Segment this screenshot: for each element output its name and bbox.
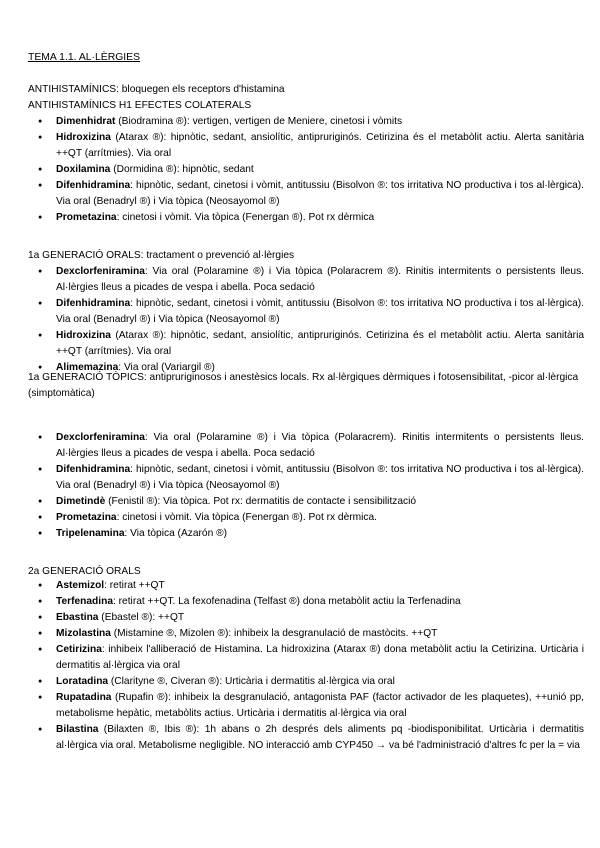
drug-name: Difenhidramina <box>56 180 131 191</box>
drug-name: Dexclorfeniramina <box>56 266 145 277</box>
antihistamines-h1-heading: ANTIHISTAMÍNICS H1 EFECTES COLATERALS <box>28 100 252 111</box>
list-item: ● Difenhidramina: hipnòtic, sedant, cinetosi i vòmit, antitussiu (Bisolvon ®: tos irritativa NO productiva i tos al·lèrgica). Via oral (Benadryl ®) i Via tòpica (Neosayomol ®) <box>28 296 584 328</box>
list-item: ● Dimetindè (Fenistil ®): Via tòpica. Pot rx: dermatitis de contacte i sensibilització <box>28 494 584 510</box>
list-item: ● Dexclorfeniramina: Via oral (Polaramine ®) i Via tòpica (Polaracrem ®). Rinitis intermitents o persistents lleus. Al·lèrgies lleus a picades de vespa i abella. Poca sedació <box>28 264 584 296</box>
list-colaterals <box>28 114 584 226</box>
list-gen2-orals <box>28 578 584 754</box>
list-item: ● Mizolastina (Mistamine ®, Mizolen ®): inhibeix la desgranulació de mastòcits. ++QT <box>28 626 584 642</box>
drug-name: Ebastina <box>56 612 99 623</box>
list-item: ● Astemizol: retirat ++QT <box>28 578 584 594</box>
list-gen1-orals <box>28 264 584 376</box>
list-item: ● Doxilamina (Dormidina ®): hipnòtic, sedant <box>28 162 584 178</box>
list-item: ● Terfenadina: retirat ++QT. La fexofenadina (Telfast ®) dona metabòlit actiu la Terfenadina <box>28 594 584 610</box>
drug-name: Cetirizina <box>56 644 102 655</box>
drug-name: Dimetindè <box>56 496 106 507</box>
drug-name: Alimemazina <box>56 362 119 373</box>
list-item: ● Bilastina (Bilaxten ®, Ibis ®): 1h abans o 2h després dels aliments pq -biodisponibilitat. Urticària i dermatitis al·lèrgica via oral. Metabolisme negligible. NO interacció amb CYP450 → va bé l'administració d'altres fc per la = via <box>28 722 584 754</box>
list-gen1-topics <box>28 430 584 542</box>
drug-name: Rupatadina <box>56 692 112 703</box>
list-item: ● Difenhidramina: hipnòtic, sedant, cinetosi i vòmit, antitussiu (Bisolvon ®: tos irritativa NO productiva i tos al·lèrgica). Via oral (Benadryl ®) i Via tòpica (Neosayomol ®) <box>28 462 584 494</box>
drug-name: Astemizol <box>56 580 105 591</box>
drug-name: Prometazina <box>56 512 117 523</box>
drug-name: Difenhidramina <box>56 464 131 475</box>
list-item: ● Rupatadina (Rupafin ®): inhibeix la desgranulació, antagonista PAF (factor activador de les plaquetes), ++unió pp, metabolisme hepàtic, metabòlits actius. Urticària i dermatitis al·lèrgica via oral <box>28 690 584 722</box>
list-item: ● Dexclorfeniramina: Via oral (Polaramine ®) i Via tòpica (Polaracrem). Rinitis intermitents o persistents lleus. Al·lèrgies lleus a picades de vespa i abella. Poca sedació <box>28 430 584 462</box>
list-item: ● Dimenhidrat (Biodramina ®): vertigen, vertigen de Meniere, cinetosi i vòmits <box>28 114 584 130</box>
drug-name: Dexclorfeniramina <box>56 432 145 443</box>
drug-name: Hidroxizina <box>56 132 111 143</box>
drug-name: Hidroxizina <box>56 330 111 341</box>
drug-name: Tripelenamina <box>56 528 125 539</box>
list-item: ● Cetirizina: inhibeix l'alliberació de Histamina. La hidroxizina (Atarax ®) dona metabòlit actiu la Cetirizina. Urticària i dermatitis al·lèrgica via oral <box>28 642 584 674</box>
list-item: ● Hidroxizina (Atarax ®): hipnòtic, sedant, ansiolític, antipruriginós. Cetirizina és el metabòlit actiu. Alerta sanitària ++QT (arrítmies). Via oral <box>28 328 584 360</box>
drug-name: Doxilamina <box>56 164 111 175</box>
page-title: TEMA 1.1. AL·LÈRGIES <box>28 52 141 63</box>
antihistamines-intro: ANTIHISTAMÍNICS: bloquegen els receptors d'histamina <box>28 84 285 95</box>
gen1-orals-heading: 1a GENERACIÓ ORALS: tractament o prevenció al·lèrgies <box>28 250 295 261</box>
list-item: ● Alimemazina: Via oral (Variargil ®) <box>28 360 584 376</box>
list-item: ● Prometazina: cinetosi i vòmit. Via tòpica (Fenergan ®). Pot rx dèrmica <box>28 210 584 226</box>
list-item: ● Ebastina (Ebastel ®): ++QT <box>28 610 584 626</box>
drug-name: Mizolastina <box>56 628 111 639</box>
list-item: ● Loratadina (Clarityne ®, Civeran ®): Urticària i dermatitis al·lèrgica via oral <box>28 674 584 690</box>
gen2-orals-heading: 2a GENERACIÓ ORALS <box>28 566 141 577</box>
list-item: ● Hidroxizina (Atarax ®): hipnòtic, sedant, ansiolític, antipruriginós. Cetirizina és el metabòlit actiu. Alerta sanitària ++QT (arrítmies). Via oral <box>28 130 584 162</box>
list-item: ● Difenhidramina: hipnòtic, sedant, cinetosi i vòmit, antitussiu (Bisolvon ®: tos irritativa NO productiva i tos al·lèrgica). Via oral (Benadryl ®) i Via tòpica (Neosayomol ®) <box>28 178 584 210</box>
list-item: ● Prometazina: cinetosi i vòmit. Via tòpica (Fenergan ®). Pot rx dèrmica. <box>28 510 584 526</box>
drug-name: Bilastina <box>56 724 99 735</box>
drug-name: Prometazina <box>56 212 117 223</box>
drug-name: Dimenhidrat <box>56 116 116 127</box>
gen1-topics-heading: 1a GENERACIÓ TÒPICS: antipruriginosos i anestèsics locals. Rx al·lèrgiques dèrmiques i fotosensibilitat, -picor al·lèrgica (simptomàtica) <box>28 372 579 399</box>
drug-name: Terfenadina <box>56 596 113 607</box>
list-item: ● Tripelenamina: Via tòpica (Azarón ®) <box>28 526 584 542</box>
drug-name: Loratadina <box>56 676 109 687</box>
drug-name: Difenhidramina <box>56 298 131 309</box>
